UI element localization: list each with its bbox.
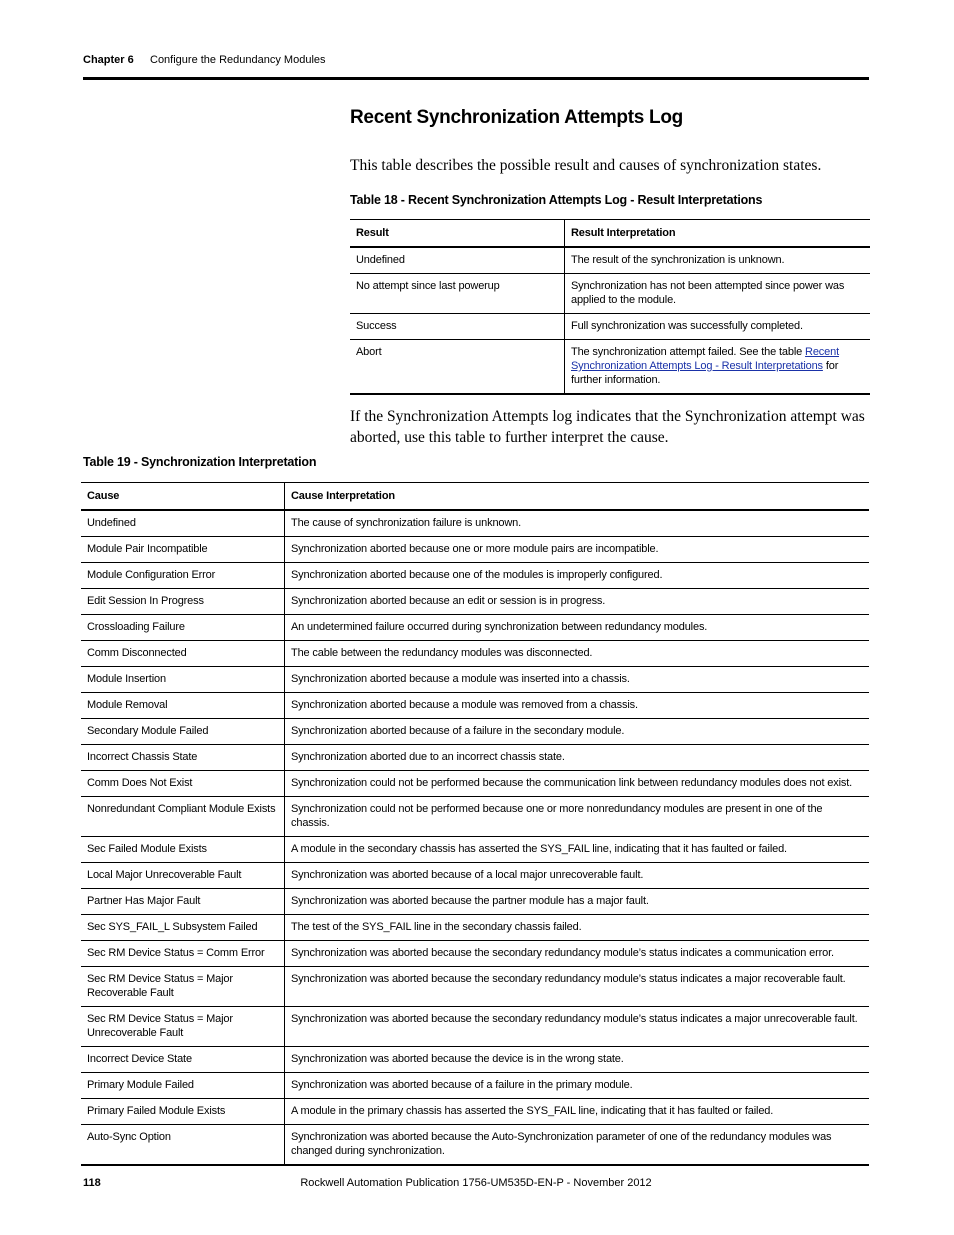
publication-info: Rockwell Automation Publication 1756-UM535D-EN-P - November 2012: [300, 1177, 652, 1189]
column-header-result-interpretation: Result Interpretation: [565, 220, 871, 248]
page-number: 118: [83, 1177, 101, 1189]
result-cell: Abort: [350, 340, 565, 395]
result-interpretations-table: [350, 219, 870, 395]
interpretation-cell: Synchronization has not been attempted since power was applied to the module.: [565, 274, 871, 314]
cause-cell: Module Removal: [81, 693, 285, 719]
cause-interpretation-cell: The cause of synchronization failure is unknown.: [285, 510, 870, 537]
table-row: [81, 693, 869, 719]
synchronization-interpretation-table: [81, 482, 869, 1166]
cause-cell: Module Configuration Error: [81, 563, 285, 589]
section-title: Recent Synchronization Attempts Log: [350, 107, 683, 128]
cause-interpretation-cell: A module in the primary chassis has asserted the SYS_FAIL line, indicating that it has faulted or failed.: [285, 1099, 870, 1125]
cause-cell: Module Pair Incompatible: [81, 537, 285, 563]
cause-cell: Sec RM Device Status = Comm Error: [81, 941, 285, 967]
cause-interpretation-cell: A module in the secondary chassis has asserted the SYS_FAIL line, indicating that it has faulted or failed.: [285, 837, 870, 863]
table-row: [81, 771, 869, 797]
cause-cell: Sec RM Device Status = Major Recoverable Fault: [81, 967, 285, 1007]
column-header-cause: Cause: [81, 483, 285, 511]
cause-cell: Crossloading Failure: [81, 615, 285, 641]
table-row: [81, 1099, 869, 1125]
aborted-paragraph: If the Synchronization Attempts log indicates that the Synchronization attempt was aborted, use this table to further interpret the cause.: [350, 408, 865, 446]
table-row: [81, 615, 869, 641]
table-row: [81, 967, 869, 1007]
table-row: [81, 1007, 869, 1047]
table-row: [350, 314, 870, 340]
cause-cell: Primary Failed Module Exists: [81, 1099, 285, 1125]
cause-cell: Partner Has Major Fault: [81, 889, 285, 915]
table-row: [81, 719, 869, 745]
cause-cell: Auto-Sync Option: [81, 1125, 285, 1166]
table-row: [81, 537, 869, 563]
interpretation-text: The synchronization attempt failed. See the table: [571, 346, 806, 358]
table-row: [81, 563, 869, 589]
cause-cell: Primary Module Failed: [81, 1073, 285, 1099]
cause-cell: Sec SYS_FAIL_L Subsystem Failed: [81, 915, 285, 941]
table-row: [81, 1073, 869, 1099]
table-row: [350, 274, 870, 314]
table-row: [81, 589, 869, 615]
table-row: [81, 889, 869, 915]
cause-cell: Incorrect Device State: [81, 1047, 285, 1073]
table-row: [350, 340, 870, 395]
cause-cell: Comm Disconnected: [81, 641, 285, 667]
cause-interpretation-cell: Synchronization was aborted because the secondary redundancy module’s status indicates a major recoverable fault.: [285, 967, 870, 1007]
column-header-cause-interpretation: Cause Interpretation: [285, 483, 870, 511]
cause-interpretation-cell: Synchronization was aborted because the secondary redundancy module’s status indicates a communication error.: [285, 941, 870, 967]
cause-interpretation-cell: Synchronization was aborted because of a local major unrecoverable fault.: [285, 863, 870, 889]
table-row: [81, 667, 869, 693]
table19-caption: Table 19 - Synchronization Interpretation: [83, 455, 317, 469]
cause-interpretation-cell: The cable between the redundancy modules was disconnected.: [285, 641, 870, 667]
cause-interpretation-cell: Synchronization aborted because one or more module pairs are incompatible.: [285, 537, 870, 563]
cause-interpretation-cell: The test of the SYS_FAIL line in the secondary chassis failed.: [285, 915, 870, 941]
cause-interpretation-cell: Synchronization aborted because an edit or session is in progress.: [285, 589, 870, 615]
interpretation-cell: Full synchronization was successfully completed.: [565, 314, 871, 340]
cause-interpretation-cell: Synchronization aborted because one of the modules is improperly configured.: [285, 563, 870, 589]
cause-cell: Module Insertion: [81, 667, 285, 693]
page-header: [83, 53, 869, 80]
cause-interpretation-cell: An undetermined failure occurred during synchronization between redundancy modules.: [285, 615, 870, 641]
table-row: [81, 1047, 869, 1073]
cause-cell: Incorrect Chassis State: [81, 745, 285, 771]
table-row: [81, 1125, 869, 1166]
cause-interpretation-cell: Synchronization was aborted because the secondary redundancy module’s status indicates a major unrecoverable fault.: [285, 1007, 870, 1047]
interpretation-cell: The result of the synchronization is unknown.: [565, 247, 871, 274]
cause-interpretation-cell: Synchronization aborted due to an incorrect chassis state.: [285, 745, 870, 771]
cause-cell: Sec RM Device Status = Major Unrecoverable Fault: [81, 1007, 285, 1047]
column-header-result: Result: [350, 220, 565, 248]
cause-interpretation-cell: Synchronization was aborted because the partner module has a major fault.: [285, 889, 870, 915]
table-row: [81, 797, 869, 837]
table-row: [81, 745, 869, 771]
cause-interpretation-cell: Synchronization was aborted because the device is in the wrong state.: [285, 1047, 870, 1073]
cause-cell: Comm Does Not Exist: [81, 771, 285, 797]
result-cell: Success: [350, 314, 565, 340]
table-header-row: [81, 483, 869, 511]
cause-interpretation-cell: Synchronization aborted because a module was removed from a chassis.: [285, 693, 870, 719]
cause-interpretation-cell: Synchronization could not be performed because one or more nonredundancy modules are present in one of the chassis.: [285, 797, 870, 837]
table-row: [350, 247, 870, 274]
table-row: [81, 641, 869, 667]
cause-interpretation-cell: Synchronization could not be performed because the communication link between redundancy modules does not exist.: [285, 771, 870, 797]
table-row: [81, 863, 869, 889]
cause-cell: Undefined: [81, 510, 285, 537]
interpretation-text: for further information.: [571, 360, 839, 386]
cause-interpretation-cell: Synchronization aborted because of a failure in the secondary module.: [285, 719, 870, 745]
cause-cell: Local Major Unrecoverable Fault: [81, 863, 285, 889]
table-row: [81, 510, 869, 537]
cause-cell: Sec Failed Module Exists: [81, 837, 285, 863]
chapter-title: Configure the Redundancy Modules: [150, 54, 326, 66]
table18-caption: Table 18 - Recent Synchronization Attempts Log - Result Interpretations: [350, 193, 763, 207]
table-header-row: [350, 220, 870, 248]
cause-interpretation-cell: Synchronization was aborted because the Auto-Synchronization parameter of one of the redundancy modules was changed during synchronization.: [285, 1125, 870, 1166]
cause-cell: Edit Session In Progress: [81, 589, 285, 615]
table-reference-link[interactable]: Recent Synchronization Attempts Log - Result Interpretations: [571, 346, 839, 372]
table-row: [81, 941, 869, 967]
cause-cell: Nonredundant Compliant Module Exists: [81, 797, 285, 837]
table-row: [81, 915, 869, 941]
cause-interpretation-cell: Synchronization aborted because a module was inserted into a chassis.: [285, 667, 870, 693]
intro-paragraph: This table describes the possible result and causes of synchronization states.: [350, 157, 822, 174]
cause-cell: Secondary Module Failed: [81, 719, 285, 745]
table-row: [81, 837, 869, 863]
cause-interpretation-cell: Synchronization was aborted because of a failure in the primary module.: [285, 1073, 870, 1099]
interpretation-cell: [565, 340, 871, 395]
result-cell: No attempt since last powerup: [350, 274, 565, 314]
chapter-label: Chapter 6: [83, 54, 134, 66]
result-cell: Undefined: [350, 247, 565, 274]
